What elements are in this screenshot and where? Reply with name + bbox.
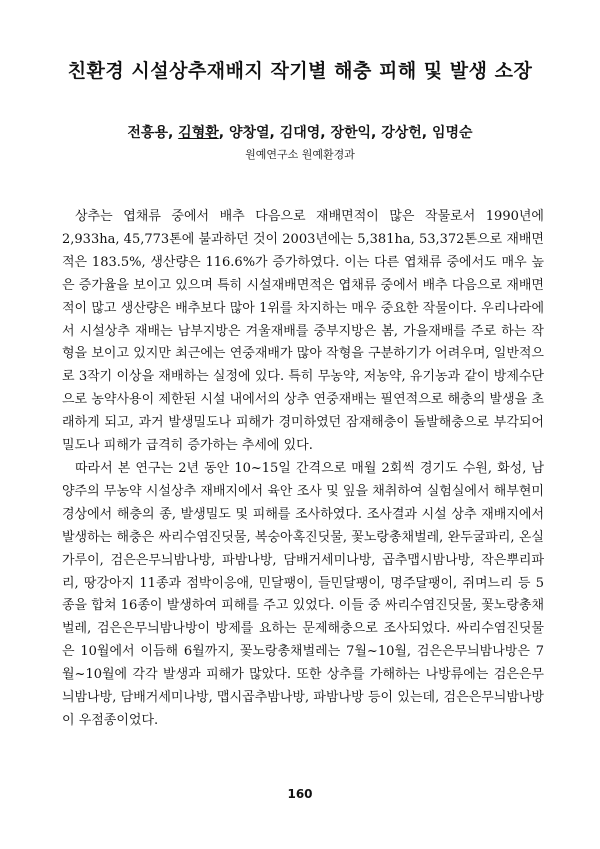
abstract-paragraph-2: 따라서 본 연구는 2년 동안 10~15일 간격으로 매월 2회씩 경기도 수원, 화성, 남양주의 무농약 시설상추 재배지에서 육안 조사 및 잎을 채취하여 실험실에서 해부현미경상에서 해충의 종, 발생밀도 및 피해를 조사하였다. 조사결과 시설 상추 재배지에서 발생하는 해충은 싸리수염진딧물, 복숭아혹진딧물, 꽃노랑총채벌레, 완두굴파리, 온실가루이, 검은은무늬밤나방, 파밤나방, 담배거세미나방, 곱추맵시밤나방, 작은뿌리파리, 땅강아지 11종과 점박이응애, 민달팽이, 들민달팽이, 명주달팽이, 쥐며느리 등 5종을 합쳐 16종이 발생하여 피해를 주고 있었다. 이들 중 싸리수염진딧물, 꽃노랑총채벌레, 검은은무늬밤나방이 방제를 요하는 문제해충으로 조사되었다. 싸리수염진딧물은 10월에서 이듬해 6월까지, 꽃노랑총채벌레는 7월~10월, 검은은무늬밤나방은 7월~10월에 각각 발생과 피해가 많았다. 또한 상추를 가해하는 나방류에는 검은은무늬밤나방, 담배거세미나방, 맵시곱추밤나방, 파밤나방 등이 있는데, 검은은무늬밤나방이 우점종이었다.: [62, 460, 544, 728]
author-list: [0, 122, 600, 142]
presenting-author: 김형환: [178, 125, 219, 141]
paper-title: 친환경 시설상추재배지 작기별 해충 피해 및 발생 소장: [67, 60, 533, 82]
abstract-paragraph-1: 상추는 엽채류 중에서 배추 다음으로 재배면적이 많은 작물로서 1990년에 2,933ha, 45,773톤에 불과하던 것이 2003년에는 5,381ha, 53,372톤으로 재배면적은 183.5%, 생산량은 116.6%가 증가하였다. 이는 다른 엽채류 중에서도 매우 높은 증가율을 보이고 있으며 특히 시설재배면적은 엽채류 중에서 배추 다음으로 재배면적이 많고 생산량은 배추보다 많아 1위를 차지하는 매우 중요한 작물이다. 우리나라에서 시설상추 재배는 남부지방은 겨울재배를 중부지방은 봄, 가을재배를 주로 하는 작형을 보이고 있지만 최근에는 연중재배가 많아 작형을 구분하기가 어려우며, 일반적으로 3작기 이상을 재배하는 실정에 있다. 특히 무농약, 저농약, 유기농과 같이 방제수단으로 농약사용이 제한된 시설 내에서의 상추 연중재배는 필연적으로 해충의 발생을 초래하게 되고, 과거 발생밀도나 피해가 경미하였던 잠재해충이 돌발해충으로 부각되어 밀도나 피해가 급격히 증가하는 추세에 있다.: [62, 209, 544, 454]
author-list-start: 전흥용,: [127, 125, 179, 141]
abstract-body: [62, 206, 544, 733]
affiliation: 원예연구소 원예환경과: [245, 148, 355, 161]
page-number: 160: [287, 787, 313, 801]
author-list-rest: , 양창열, 김대영, 장한익, 강상헌, 임명순: [218, 125, 473, 141]
